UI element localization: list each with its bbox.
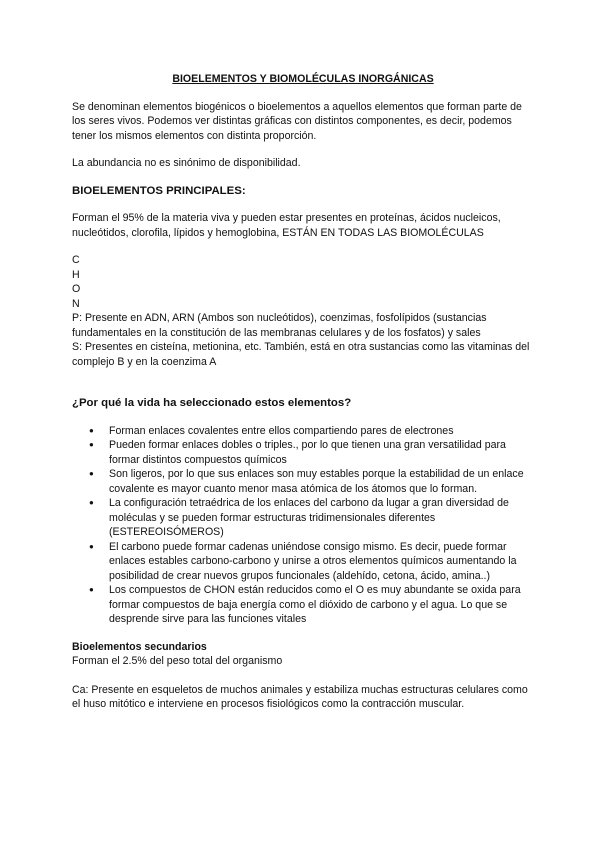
secondary-heading: Bioelementos secundarios <box>72 640 207 653</box>
question-heading: ¿Por qué la vida ha seleccionado estos elementos? <box>72 397 352 409</box>
abundance-paragraph: La abundancia no es sinónimo de disponibilidad. <box>72 157 301 169</box>
list-item: ● Forman enlaces covalentes entre ellos compartiendo pares de electrones <box>89 424 534 439</box>
calcium-paragraph: Ca: Presente en esqueletos de muchos animales y estabiliza muchas estructuras celulares como el huso mitótico e interviene en procesos fisiológicos como la contracción muscular. <box>72 683 528 710</box>
list-item: ● Pueden formar enlaces dobles o triples., por lo que tienen una gran versatilidad para formar distintos compuestos químicos <box>89 438 534 467</box>
principal-paragraph: Forman el 95% de la materia viva y pueden estar presentes en proteínas, ácidos nucleicos, nucleótidos, clorofila, lípidos y hemoglobina, ESTÁN EN TODAS LAS BIOMOLÉCULAS <box>72 212 501 239</box>
element-h: H <box>72 268 80 281</box>
list-item: ● Son ligeros, por lo que sus enlaces son muy estables porque la estabilidad de un enlace covalente es mayor cuanto menor masa atómica de los átomos que lo forman. <box>89 467 534 496</box>
page-title: BIOELEMENTOS Y BIOMOLÉCULAS INORGÁNICAS <box>172 73 434 85</box>
intro-paragraph: Se denominan elementos biogénicos o bioelementos a aquellos elementos que forman parte de los seres vivos. Podemos ver distintas gráficas con distintos componentes, es decir, podemos tener los mismos elementos con distinta proporción. <box>72 100 522 142</box>
element-s-description: S: Presentes en cisteína, metionina, etc. También, está en otra sustancias como las vitaminas del complejo B y en la coenzima A <box>72 341 530 368</box>
list-item: ● El carbono puede formar cadenas uniéndose consigo mismo. Es decir, puede formar enlaces estables carbono-carbono y unirse a otros elementos químicos aumentando la posibilidad de crear nuevos grupos funcionales (aldehído, cetona, ácido, amina..) <box>89 540 534 584</box>
secondary-paragraph: Forman el 2.5% del peso total del organismo <box>72 655 283 667</box>
reasons-list <box>72 424 534 627</box>
element-o: O <box>72 283 81 295</box>
element-list <box>72 253 534 369</box>
spacer <box>72 669 534 683</box>
element-c: C <box>72 254 80 266</box>
list-item: ● Los compuestos de CHON están reducidos como el O es muy abundante se oxida para formar compuestos de baja energía como el dióxido de carbono y el agua. Lo que se desprende sirve para las funciones vitales <box>89 583 534 627</box>
element-p-description: P: Presente en ADN, ARN (Ambos son nucleótidos), coenzimas, fosfolípidos (sustancias fundamentales en la constitución de las membranas celulares y de los fosfatos) y sales <box>72 312 487 339</box>
principal-heading: BIOELEMENTOS PRINCIPALES: <box>72 184 246 197</box>
document-page <box>72 72 534 712</box>
element-n: N <box>72 297 80 310</box>
list-item: ● La configuración tetraédrica de los enlaces del carbono da lugar a gran diversidad de moléculas y se pueden formar estructuras tridimensionales diferentes (ESTEREOISÓMEROS) <box>89 496 534 540</box>
